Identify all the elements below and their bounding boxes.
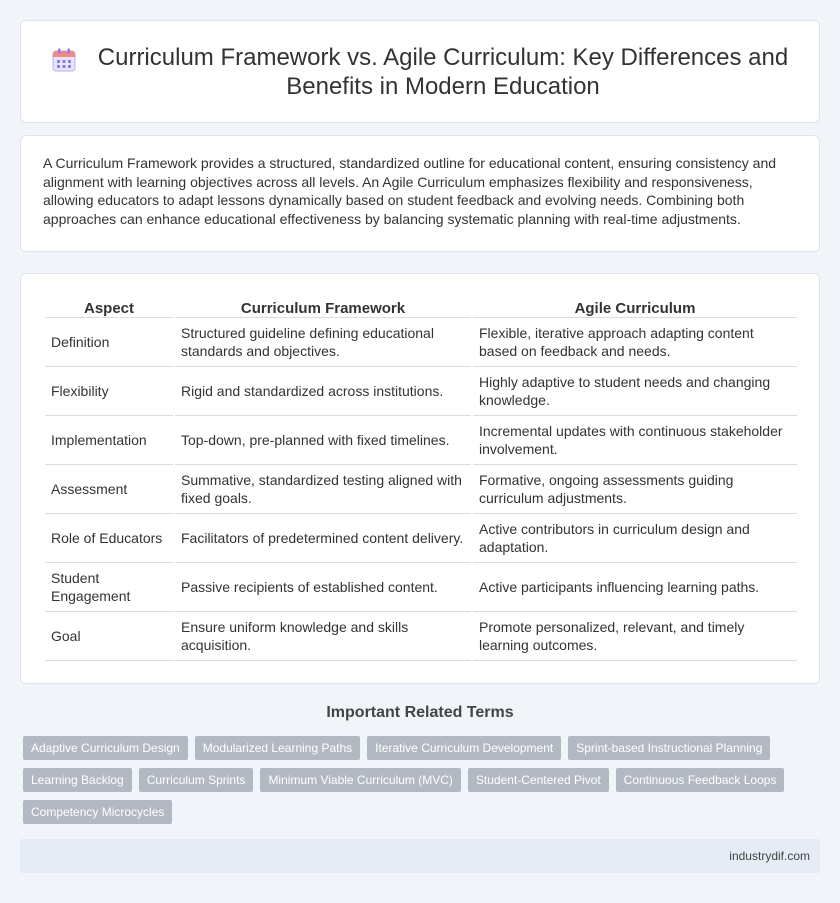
- related-term-tag[interactable]: Continuous Feedback Loops: [616, 768, 785, 792]
- cell-curriculum-framework: Top-down, pre-planned with fixed timelines.: [175, 416, 471, 465]
- cell-curriculum-framework: Rigid and standardized across institutions.: [175, 367, 471, 416]
- related-term-tag[interactable]: Learning Backlog: [23, 768, 132, 792]
- header-curriculum-framework: Curriculum Framework: [175, 296, 471, 318]
- cell-aspect: Goal: [45, 612, 173, 661]
- intro-paragraph: A Curriculum Framework provides a structured, standardized outline for educational content, ensuring consistency and alignment with learning objectives across all levels. An Agile Curriculum emphasizes flexibility and responsiveness, allowing educators to adapt lessons dynamically based on student feedback and evolving needs. Combining both approaches can enhance educational effectiveness by balancing systematic planning with real-time adjustments.: [43, 155, 777, 227]
- related-term-tag[interactable]: Adaptive Curriculum Design: [23, 736, 188, 760]
- calendar-icon: [51, 47, 77, 73]
- cell-aspect: Role of Educators: [45, 514, 173, 563]
- footer-site-link[interactable]: industrydif.com: [729, 849, 810, 863]
- cell-aspect: Assessment: [45, 465, 173, 514]
- table-row: [45, 563, 797, 612]
- table-row: [45, 465, 797, 514]
- related-terms-list: [23, 736, 813, 824]
- cell-agile-curriculum: Promote personalized, relevant, and timely learning outcomes.: [473, 612, 797, 661]
- related-term-tag[interactable]: Competency Microcycles: [23, 800, 172, 824]
- cell-aspect: Implementation: [45, 416, 173, 465]
- header-aspect: Aspect: [45, 296, 173, 318]
- cell-agile-curriculum: Active contributors in curriculum design and adaptation.: [473, 514, 797, 563]
- table-header-row: [45, 296, 797, 318]
- table-row: [45, 514, 797, 563]
- related-term-tag[interactable]: Sprint-based Instructional Planning: [568, 736, 770, 760]
- cell-curriculum-framework: Summative, standardized testing aligned with fixed goals.: [175, 465, 471, 514]
- cell-agile-curriculum: Flexible, iterative approach adapting content based on feedback and needs.: [473, 318, 797, 367]
- footer: [20, 839, 820, 873]
- cell-curriculum-framework: Passive recipients of established content.: [175, 563, 471, 612]
- related-term-tag[interactable]: Minimum Viable Curriculum (MVC): [260, 768, 460, 792]
- cell-curriculum-framework: Structured guideline defining educational standards and objectives.: [175, 318, 471, 367]
- table-row: [45, 416, 797, 465]
- cell-agile-curriculum: Active participants influencing learning paths.: [473, 563, 797, 612]
- title-card: [20, 20, 820, 123]
- header-agile-curriculum: Agile Curriculum: [473, 296, 797, 318]
- title-wrap: [51, 43, 789, 101]
- page-title: Curriculum Framework vs. Agile Curriculum: Key Differences and Benefits in Modern Education: [97, 43, 789, 100]
- cell-aspect: Definition: [45, 318, 173, 367]
- table-row: [45, 318, 797, 367]
- related-term-tag[interactable]: Modularized Learning Paths: [195, 736, 360, 760]
- cell-aspect: Student Engagement: [45, 563, 173, 612]
- comparison-card: [20, 273, 820, 684]
- cell-aspect: Flexibility: [45, 367, 173, 416]
- related-term-tag[interactable]: Curriculum Sprints: [139, 768, 254, 792]
- cell-agile-curriculum: Formative, ongoing assessments guiding curriculum adjustments.: [473, 465, 797, 514]
- table-row: [45, 367, 797, 416]
- comparison-table: [43, 296, 799, 661]
- related-terms-heading: Important Related Terms: [326, 704, 514, 721]
- cell-agile-curriculum: Incremental updates with continuous stakeholder involvement.: [473, 416, 797, 465]
- cell-curriculum-framework: Ensure uniform knowledge and skills acquisition.: [175, 612, 471, 661]
- cell-agile-curriculum: Highly adaptive to student needs and changing knowledge.: [473, 367, 797, 416]
- table-row: [45, 612, 797, 661]
- related-term-tag[interactable]: Student-Centered Pivot: [468, 768, 609, 792]
- related-term-tag[interactable]: Iterative Curriculum Development: [367, 736, 561, 760]
- intro-card: [20, 135, 820, 252]
- cell-curriculum-framework: Facilitators of predetermined content delivery.: [175, 514, 471, 563]
